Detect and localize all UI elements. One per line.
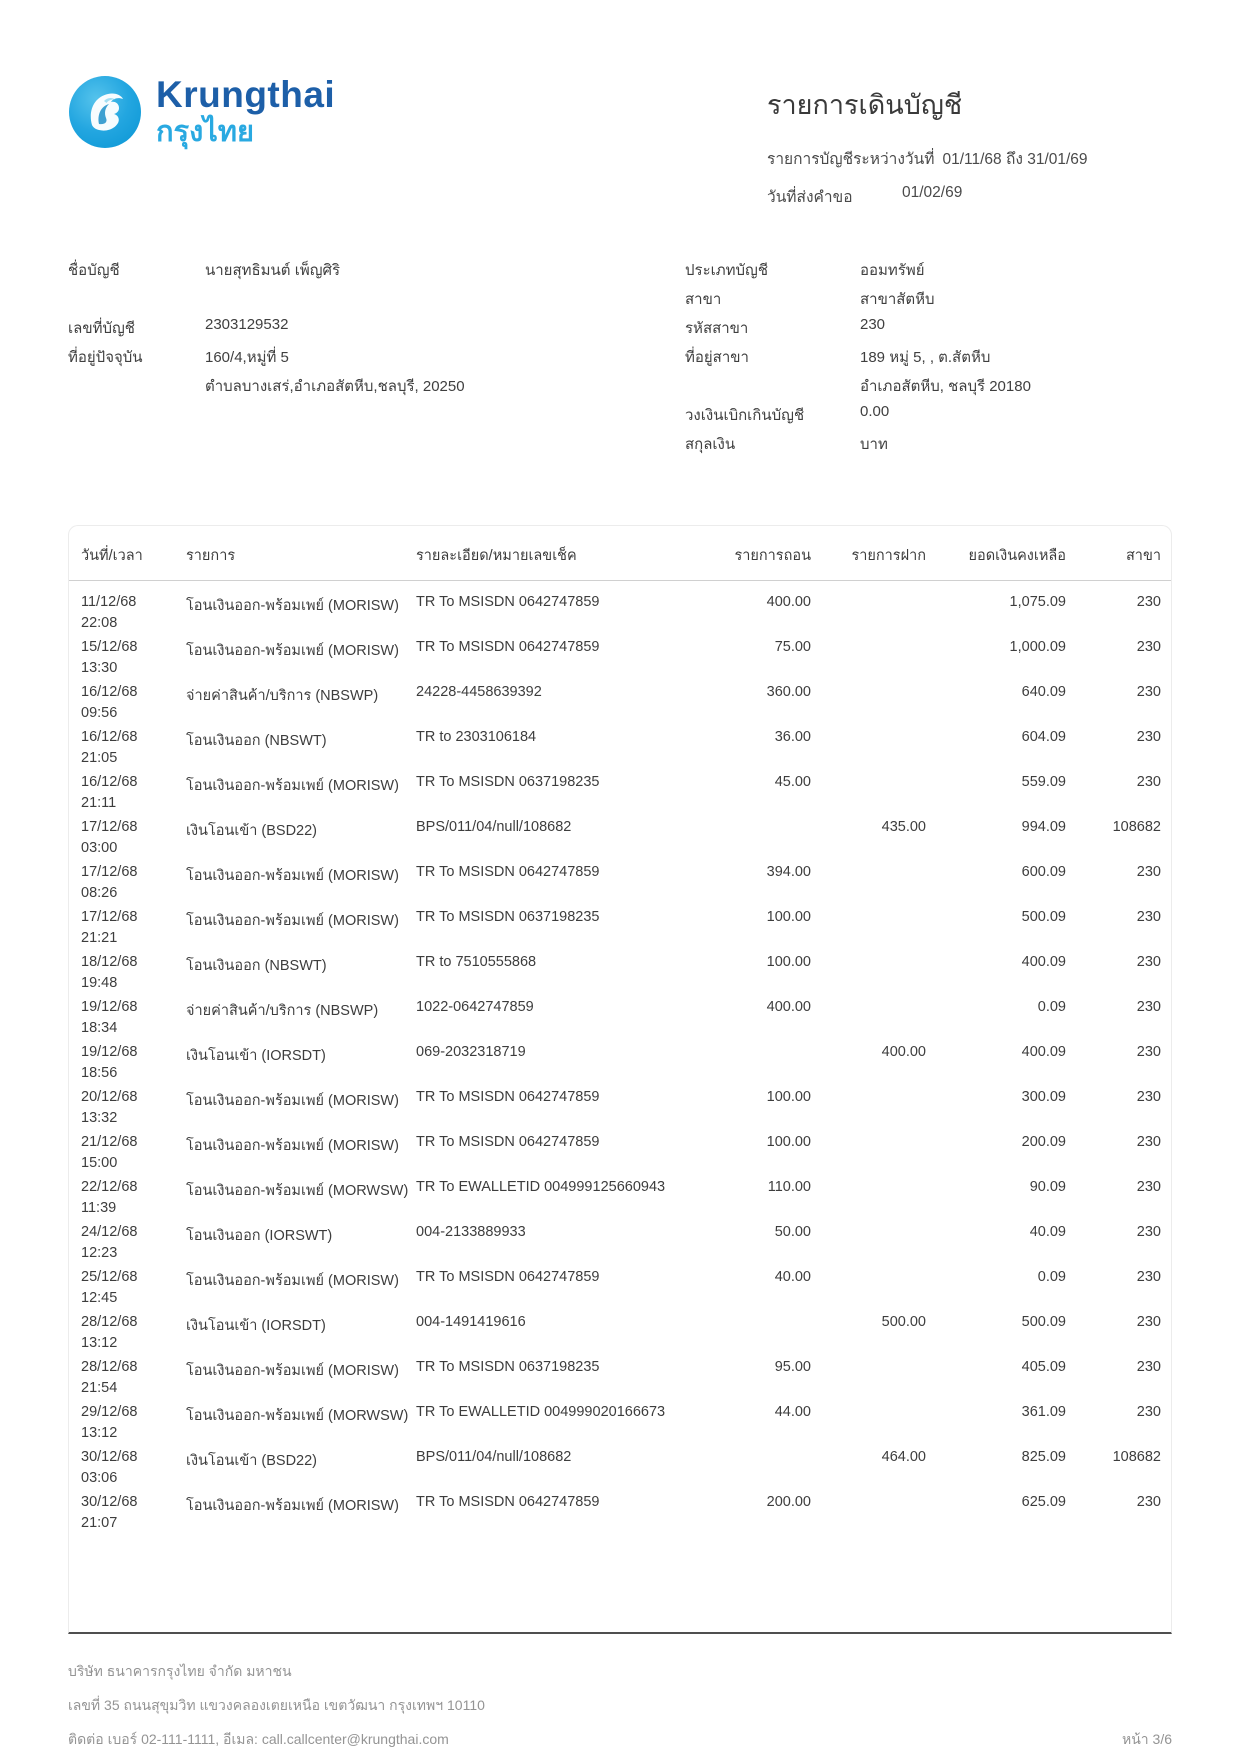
txn-balance: 405.09 bbox=[1021, 1359, 1066, 1375]
txn-detail: 069-2032318719 bbox=[416, 1044, 526, 1060]
txn-detail: 004-2133889933 bbox=[416, 1224, 526, 1240]
table-row bbox=[81, 1084, 1159, 1129]
txn-date: 21/12/68 bbox=[81, 1134, 138, 1150]
txn-withdraw bbox=[706, 1314, 811, 1354]
info-row bbox=[68, 374, 628, 403]
column-header: รายละเอียด/หมายเลขเช็ค bbox=[416, 548, 577, 564]
table-row bbox=[81, 1174, 1159, 1219]
txn-deposit: 400.00 bbox=[881, 1044, 926, 1060]
table-row bbox=[81, 1219, 1159, 1264]
txn-time: 12:45 bbox=[81, 1290, 118, 1306]
txn-withdraw: 95.00 bbox=[774, 1359, 811, 1375]
txn-balance: 400.09 bbox=[1021, 1044, 1066, 1060]
txn-detail: TR To MSISDN 0642747859 bbox=[416, 1089, 600, 1105]
txn-detail: 24228-4458639392 bbox=[416, 684, 542, 700]
txn-time: 13:12 bbox=[81, 1335, 118, 1351]
txn-deposit bbox=[811, 1179, 926, 1219]
txn-withdraw: 394.00 bbox=[766, 864, 811, 880]
txn-date: 30/12/68 bbox=[81, 1494, 138, 1510]
txn-deposit bbox=[811, 954, 926, 994]
table-row bbox=[81, 724, 1159, 769]
info-row bbox=[68, 316, 628, 345]
txn-balance: 640.09 bbox=[1021, 684, 1066, 700]
txn-branch: 230 bbox=[1136, 1044, 1161, 1060]
txn-branch: 230 bbox=[1136, 909, 1161, 925]
krungthai-logo bbox=[68, 75, 335, 149]
info-value: บาท bbox=[860, 436, 888, 453]
txn-deposit bbox=[811, 909, 926, 949]
txn-time: 12:23 bbox=[81, 1245, 118, 1261]
txn-balance: 600.09 bbox=[1021, 864, 1066, 880]
txn-balance: 200.09 bbox=[1021, 1134, 1066, 1150]
txn-detail: TR To MSISDN 0642747859 bbox=[416, 1494, 600, 1510]
txn-balance: 559.09 bbox=[1021, 774, 1066, 790]
table-row bbox=[81, 859, 1159, 904]
txn-type: โอนเงินออก-พร้อมเพย์ (MORISW) bbox=[186, 913, 399, 929]
txn-type: โอนเงินออก-พร้อมเพย์ (MORWSW) bbox=[186, 1408, 409, 1424]
table-row bbox=[81, 904, 1159, 949]
txn-deposit: 500.00 bbox=[881, 1314, 926, 1330]
txn-deposit bbox=[811, 1224, 926, 1264]
txn-deposit bbox=[811, 594, 926, 634]
txn-detail: TR To EWALLETID 004999125660943 bbox=[416, 1179, 666, 1195]
txn-time: 18:56 bbox=[81, 1065, 118, 1081]
txn-type: โอนเงินออก (NBSWT) bbox=[186, 958, 327, 974]
txn-type: จ่ายค่าสินค้า/บริการ (NBSWP) bbox=[186, 688, 379, 704]
info-value: ออมทรัพย์ bbox=[860, 262, 925, 279]
txn-deposit bbox=[811, 729, 926, 769]
txn-deposit bbox=[811, 639, 926, 679]
info-value: อำเภอสัตหีบ, ชลบุรี 20180 bbox=[860, 378, 1031, 395]
footer-contact: ติดต่อ เบอร์ 02-111-1111, อีเมล: call.callcenter@krungthai.com bbox=[68, 1731, 449, 1747]
txn-time: 21:11 bbox=[81, 795, 117, 811]
table-row bbox=[81, 994, 1159, 1039]
txn-balance: 361.09 bbox=[1021, 1404, 1066, 1420]
txn-detail: TR To EWALLETID 004999020166673 bbox=[416, 1404, 666, 1420]
info-label: ประเภทบัญชี bbox=[685, 262, 769, 279]
txn-detail: BPS/011/04/null/108682 bbox=[416, 819, 572, 835]
info-row bbox=[685, 287, 1172, 316]
table-row bbox=[81, 679, 1159, 724]
txn-detail: TR To MSISDN 0642747859 bbox=[416, 1134, 600, 1150]
txn-type: โอนเงินออก-พร้อมเพย์ (MORISW) bbox=[186, 778, 399, 794]
txn-balance: 0.09 bbox=[1037, 999, 1066, 1015]
txn-branch: 108682 bbox=[1112, 819, 1161, 835]
info-label: สกุลเงิน bbox=[685, 436, 736, 453]
date-time-cell bbox=[81, 954, 186, 994]
info-value: 230 bbox=[860, 316, 886, 333]
txn-time: 03:00 bbox=[81, 840, 118, 856]
txn-withdraw: 200.00 bbox=[766, 1494, 811, 1510]
txn-type: โอนเงินออก-พร้อมเพย์ (MORISW) bbox=[186, 1363, 399, 1379]
txn-time: 03:06 bbox=[81, 1470, 118, 1486]
info-row bbox=[685, 258, 1172, 287]
info-label: รหัสสาขา bbox=[685, 320, 749, 337]
info-value: 189 หมู่ 5, , ต.สัตหีบ bbox=[860, 349, 991, 366]
info-label: ที่อยู่สาขา bbox=[685, 349, 749, 366]
info-value: สาขาสัตหีบ bbox=[860, 291, 935, 308]
txn-balance: 400.09 bbox=[1021, 954, 1066, 970]
txn-branch: 230 bbox=[1136, 1269, 1161, 1285]
request-date-label: วันที่ส่งคำขอ bbox=[767, 189, 853, 206]
date-time-cell bbox=[81, 819, 186, 859]
date-time-cell bbox=[81, 1449, 186, 1489]
info-row bbox=[685, 374, 1172, 403]
txn-type: โอนเงินออก-พร้อมเพย์ (MORISW) bbox=[186, 598, 399, 614]
txn-balance: 994.09 bbox=[1021, 819, 1066, 835]
txn-branch: 230 bbox=[1136, 954, 1161, 970]
txn-deposit: 435.00 bbox=[881, 819, 926, 835]
txn-branch: 230 bbox=[1136, 1359, 1161, 1375]
txn-withdraw: 45.00 bbox=[774, 774, 811, 790]
txn-date: 28/12/68 bbox=[81, 1359, 138, 1375]
txn-balance: 90.09 bbox=[1029, 1179, 1066, 1195]
footer-address: เลขที่ 35 ถนนสุขุมวิท แขวงคลองเตยเหนือ เขตวัฒนา กรุงเทพฯ 10110 bbox=[68, 1697, 485, 1713]
date-time-cell bbox=[81, 864, 186, 904]
txn-branch: 230 bbox=[1136, 729, 1161, 745]
txn-branch: 230 bbox=[1136, 684, 1161, 700]
table-row bbox=[81, 1309, 1159, 1354]
txn-type: โอนเงินออก-พร้อมเพย์ (MORWSW) bbox=[186, 1183, 409, 1199]
txn-branch: 230 bbox=[1136, 1314, 1161, 1330]
column-header: รายการถอน bbox=[734, 548, 811, 564]
txn-type: โอนเงินออก (NBSWT) bbox=[186, 733, 327, 749]
info-value: 0.00 bbox=[860, 403, 890, 420]
txn-type: โอนเงินออก-พร้อมเพย์ (MORISW) bbox=[186, 1273, 399, 1289]
table-header-row bbox=[69, 526, 1171, 581]
txn-time: 09:56 bbox=[81, 705, 118, 721]
txn-date: 16/12/68 bbox=[81, 684, 138, 700]
txn-type: จ่ายค่าสินค้า/บริการ (NBSWP) bbox=[186, 1003, 379, 1019]
statement-period bbox=[767, 146, 1172, 171]
date-time-cell bbox=[81, 1269, 186, 1309]
txn-date: 15/12/68 bbox=[81, 639, 138, 655]
txn-detail: 004-1491419616 bbox=[416, 1314, 526, 1330]
txn-type: เงินโอนเข้า (IORSDT) bbox=[186, 1048, 326, 1064]
date-time-cell bbox=[81, 1314, 186, 1354]
info-label: ชื่อบัญชี bbox=[68, 262, 120, 279]
txn-date: 29/12/68 bbox=[81, 1404, 138, 1420]
txn-detail: TR To MSISDN 0642747859 bbox=[416, 639, 600, 655]
txn-detail: TR to 7510555868 bbox=[416, 954, 537, 970]
txn-deposit bbox=[811, 1359, 926, 1399]
request-date bbox=[767, 184, 1172, 209]
txn-date: 25/12/68 bbox=[81, 1269, 138, 1285]
table-body bbox=[69, 581, 1171, 1632]
page-header bbox=[68, 0, 1172, 222]
date-time-cell bbox=[81, 594, 186, 634]
txn-balance: 1,075.09 bbox=[1009, 594, 1066, 610]
txn-withdraw: 100.00 bbox=[766, 909, 811, 925]
txn-time: 22:08 bbox=[81, 615, 118, 631]
txn-date: 24/12/68 bbox=[81, 1224, 138, 1240]
table-row bbox=[81, 634, 1159, 679]
txn-balance: 40.09 bbox=[1029, 1224, 1066, 1240]
period-label: รายการบัญชีระหว่างวันที่ bbox=[767, 151, 935, 168]
date-time-cell bbox=[81, 1224, 186, 1264]
column-header: วันที่/เวลา bbox=[81, 548, 143, 564]
txn-balance: 625.09 bbox=[1021, 1494, 1066, 1510]
info-row bbox=[685, 403, 1172, 432]
txn-type: เงินโอนเข้า (IORSDT) bbox=[186, 1318, 326, 1334]
txn-branch: 230 bbox=[1136, 1494, 1161, 1510]
txn-branch: 230 bbox=[1136, 864, 1161, 880]
txn-deposit bbox=[811, 1134, 926, 1174]
date-time-cell bbox=[81, 909, 186, 949]
column-header: รายการฝาก bbox=[851, 548, 926, 564]
txn-deposit bbox=[811, 999, 926, 1039]
txn-time: 21:21 bbox=[81, 930, 118, 946]
txn-date: 30/12/68 bbox=[81, 1449, 138, 1465]
txn-date: 16/12/68 bbox=[81, 729, 138, 745]
table-row bbox=[81, 1444, 1159, 1489]
info-label: เลขที่บัญชี bbox=[68, 320, 135, 337]
date-time-cell bbox=[81, 1134, 186, 1174]
txn-detail: TR To MSISDN 0642747859 bbox=[416, 1269, 600, 1285]
info-row bbox=[685, 345, 1172, 374]
txn-type: โอนเงินออก (IORSWT) bbox=[186, 1228, 333, 1244]
date-time-cell bbox=[81, 729, 186, 769]
info-label: ที่อยู่ปัจจุบัน bbox=[68, 349, 143, 366]
date-time-cell bbox=[81, 1089, 186, 1129]
txn-detail: TR To MSISDN 0642747859 bbox=[416, 864, 600, 880]
txn-withdraw: 110.00 bbox=[767, 1179, 811, 1195]
txn-withdraw: 100.00 bbox=[766, 1089, 811, 1105]
txn-time: 18:34 bbox=[81, 1020, 118, 1036]
account-info-section bbox=[68, 258, 1172, 461]
info-row bbox=[685, 316, 1172, 345]
txn-branch: 230 bbox=[1136, 1224, 1161, 1240]
txn-deposit bbox=[811, 1269, 926, 1309]
brand-name-th: กรุงไทย bbox=[156, 116, 254, 149]
txn-balance: 300.09 bbox=[1021, 1089, 1066, 1105]
txn-date: 20/12/68 bbox=[81, 1089, 138, 1105]
table-row bbox=[81, 589, 1159, 634]
document-header bbox=[767, 75, 1172, 222]
txn-type: โอนเงินออก-พร้อมเพย์ (MORISW) bbox=[186, 643, 399, 659]
txn-date: 17/12/68 bbox=[81, 819, 138, 835]
table-row bbox=[81, 949, 1159, 994]
txn-branch: 108682 bbox=[1112, 1449, 1161, 1465]
info-row bbox=[68, 345, 628, 374]
txn-withdraw bbox=[706, 819, 811, 859]
table-row bbox=[81, 1039, 1159, 1084]
table-row bbox=[81, 1354, 1159, 1399]
info-row bbox=[685, 432, 1172, 461]
txn-balance: 0.09 bbox=[1037, 1269, 1066, 1285]
txn-detail: TR To MSISDN 0637198235 bbox=[416, 774, 600, 790]
date-time-cell bbox=[81, 1404, 186, 1444]
info-value: นายสุทธิมนต์ เพ็ญศิริ bbox=[205, 262, 341, 279]
info-label: สาขา bbox=[685, 291, 722, 308]
date-time-cell bbox=[81, 999, 186, 1039]
transactions-table bbox=[68, 525, 1172, 1634]
txn-withdraw: 400.00 bbox=[766, 999, 811, 1015]
txn-branch: 230 bbox=[1136, 639, 1161, 655]
date-time-cell bbox=[81, 1179, 186, 1219]
txn-deposit bbox=[811, 774, 926, 814]
page-number: หน้า 3/6 bbox=[1121, 1731, 1172, 1747]
brand-wordmark bbox=[156, 76, 335, 147]
txn-time: 21:07 bbox=[81, 1515, 118, 1531]
table-row bbox=[81, 769, 1159, 814]
table-row bbox=[81, 1399, 1159, 1444]
txn-branch: 230 bbox=[1136, 1404, 1161, 1420]
txn-detail: TR to 2303106184 bbox=[416, 729, 537, 745]
info-row bbox=[68, 287, 628, 316]
txn-withdraw: 36.00 bbox=[774, 729, 811, 745]
txn-type: เงินโอนเข้า (BSD22) bbox=[186, 823, 317, 839]
date-time-cell bbox=[81, 1494, 186, 1534]
txn-deposit bbox=[811, 864, 926, 904]
txn-branch: 230 bbox=[1136, 594, 1161, 610]
txn-balance: 604.09 bbox=[1021, 729, 1066, 745]
txn-deposit: 464.00 bbox=[881, 1449, 926, 1465]
txn-withdraw: 44.00 bbox=[774, 1404, 811, 1420]
info-row bbox=[68, 258, 628, 287]
txn-type: โอนเงินออก-พร้อมเพย์ (MORISW) bbox=[186, 1138, 399, 1154]
txn-date: 17/12/68 bbox=[81, 864, 138, 880]
txn-branch: 230 bbox=[1136, 1134, 1161, 1150]
txn-type: โอนเงินออก-พร้อมเพย์ (MORISW) bbox=[186, 1498, 399, 1514]
column-header: ยอดเงินคงเหลือ bbox=[968, 548, 1066, 564]
txn-type: เงินโอนเข้า (BSD22) bbox=[186, 1453, 317, 1469]
txn-withdraw bbox=[706, 1449, 811, 1489]
info-value: ตำบลบางเสร่,อำเภอสัตหีบ,ชลบุรี, 20250 bbox=[205, 378, 465, 395]
txn-date: 17/12/68 bbox=[81, 909, 138, 925]
table-row bbox=[81, 1129, 1159, 1174]
txn-date: 18/12/68 bbox=[81, 954, 138, 970]
txn-withdraw: 100.00 bbox=[766, 1134, 811, 1150]
txn-time: 15:00 bbox=[81, 1155, 118, 1171]
txn-date: 19/12/68 bbox=[81, 1044, 138, 1060]
txn-time: 21:05 bbox=[81, 750, 118, 766]
footer-company: บริษัท ธนาคารกรุงไทย จำกัด มหาชน bbox=[68, 1663, 292, 1679]
info-label: วงเงินเบิกเกินบัญชี bbox=[685, 407, 805, 424]
date-time-cell bbox=[81, 1359, 186, 1399]
txn-date: 19/12/68 bbox=[81, 999, 138, 1015]
txn-branch: 230 bbox=[1136, 999, 1161, 1015]
date-time-cell bbox=[81, 639, 186, 679]
txn-type: โอนเงินออก-พร้อมเพย์ (MORISW) bbox=[186, 1093, 399, 1109]
txn-balance: 825.09 bbox=[1021, 1449, 1066, 1465]
txn-branch: 230 bbox=[1136, 774, 1161, 790]
txn-time: 13:30 bbox=[81, 660, 118, 676]
txn-date: 22/12/68 bbox=[81, 1179, 138, 1195]
txn-deposit bbox=[811, 1494, 926, 1534]
txn-detail: 1022-0642747859 bbox=[416, 999, 534, 1015]
txn-detail: BPS/011/04/null/108682 bbox=[416, 1449, 572, 1465]
info-value: 160/4,หมู่ที่ 5 bbox=[205, 349, 289, 366]
txn-detail: TR To MSISDN 0642747859 bbox=[416, 594, 600, 610]
txn-type: โอนเงินออก-พร้อมเพย์ (MORISW) bbox=[186, 868, 399, 884]
txn-withdraw: 75.00 bbox=[774, 639, 811, 655]
account-info-right bbox=[628, 258, 1172, 461]
txn-time: 08:26 bbox=[81, 885, 118, 901]
date-time-cell bbox=[81, 774, 186, 814]
brand-name-en: Krungthai bbox=[156, 74, 336, 116]
txn-withdraw: 50.00 bbox=[774, 1224, 811, 1240]
info-value: 2303129532 bbox=[205, 316, 289, 333]
txn-balance: 500.09 bbox=[1021, 909, 1066, 925]
account-info-left bbox=[68, 258, 628, 461]
txn-balance: 500.09 bbox=[1021, 1314, 1066, 1330]
txn-withdraw bbox=[706, 1044, 811, 1084]
column-header: รายการ bbox=[186, 548, 236, 564]
txn-branch: 230 bbox=[1136, 1089, 1161, 1105]
txn-date: 11/12/68 bbox=[81, 594, 137, 610]
table-row bbox=[81, 1489, 1159, 1534]
date-time-cell bbox=[81, 684, 186, 724]
table-row bbox=[81, 814, 1159, 859]
txn-detail: TR To MSISDN 0637198235 bbox=[416, 909, 600, 925]
txn-time: 21:54 bbox=[81, 1380, 118, 1396]
txn-detail: TR To MSISDN 0637198235 bbox=[416, 1359, 600, 1375]
txn-time: 11:39 bbox=[81, 1200, 117, 1216]
table-row bbox=[81, 1264, 1159, 1309]
column-header: สาขา bbox=[1125, 548, 1161, 564]
txn-branch: 230 bbox=[1136, 1179, 1161, 1195]
txn-deposit bbox=[811, 684, 926, 724]
krungthai-bird-icon bbox=[68, 75, 142, 149]
txn-balance: 1,000.09 bbox=[1009, 639, 1066, 655]
page-title: รายการเดินบัญชี bbox=[767, 90, 963, 120]
page-footer bbox=[68, 1661, 1172, 1753]
txn-withdraw: 360.00 bbox=[766, 684, 811, 700]
txn-deposit bbox=[811, 1089, 926, 1129]
date-time-cell bbox=[81, 1044, 186, 1084]
request-date-value: 01/02/69 bbox=[902, 184, 963, 201]
txn-time: 19:48 bbox=[81, 975, 118, 991]
txn-withdraw: 100.00 bbox=[766, 954, 811, 970]
txn-date: 16/12/68 bbox=[81, 774, 138, 790]
period-value: 01/11/68 ถึง 31/01/69 bbox=[942, 151, 1088, 168]
txn-withdraw: 40.00 bbox=[774, 1269, 811, 1285]
txn-time: 13:32 bbox=[81, 1110, 118, 1126]
txn-date: 28/12/68 bbox=[81, 1314, 138, 1330]
txn-time: 13:12 bbox=[81, 1425, 118, 1441]
txn-withdraw: 400.00 bbox=[766, 594, 811, 610]
txn-deposit bbox=[811, 1404, 926, 1444]
